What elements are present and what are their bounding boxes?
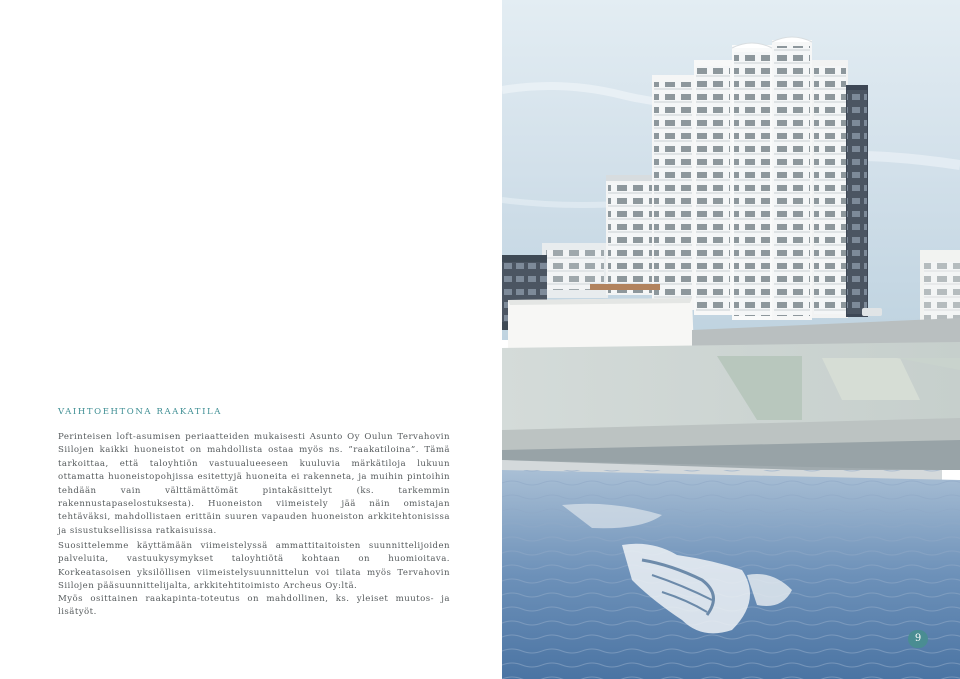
building-rendering-icon [502, 0, 960, 679]
body-paragraph-2: Suosittelemme käyttämään viimeistelyssä ammattitaitoisten suunnittelijoiden palveluita, vastuukysymykset taloyhtiötä kohtaan on huomioitava. Korkeatasoisen yksilöllisen viimeistelysuunnittelun voi tilata myös Tervahovin Siilojen pääsuunnittelijalta, arkkitehtitoimisto Archeus Oy:ltä. [58, 541, 450, 592]
body-paragraph-1: Perinteisen loft-asumisen periaatteiden mukaisesti Asunto Oy Oulun Tervahovin Siilojen kaikki huoneistot on mahdollista ostaa myös ns. ”raakatiloina”. Tämä tarkoittaa, että taloyhtiön vastuualueeseen kuuluvia märkätiloja lukuun ottamatta huoneistopohjissa esitettyjä huoneita ei rakenneta, ja muihin pintoihin tehdään vain välttämättömät pintakäsittelyt (ks. tarkemmin rakennustapaselostuksesta). Huoneiston viimeistely jää näin omistajan tehtäväksi, mahdollistaen erittäin suuren vapauden huoneiston arkkitehtonisissa ja sisustuksellisissa ratkaisuissa. [58, 432, 450, 536]
body-paragraph-3: Myös osittainen raakapinta-toteutus on mahdollinen, ks. yleiset muutos- ja lisätyöt. [58, 594, 450, 618]
section-heading: VAIHTOEHTONA RAAKATILA [58, 407, 223, 417]
building-rendering [502, 0, 960, 679]
page-number-badge: 9 [908, 630, 928, 648]
